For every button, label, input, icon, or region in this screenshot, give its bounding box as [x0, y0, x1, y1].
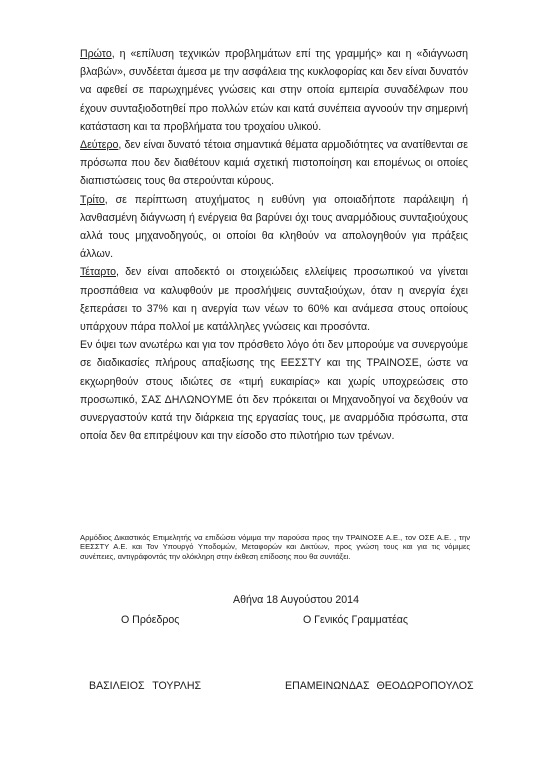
paragraph-text: Εν όψει των ανωτέρω και για τον πρόσθετο λόγο ότι δεν μπορούμε να συνεργούμε σε διαδικασίες πλήρους απαξίωσης της ΕΕΣΣΤΥ και της ΤΡΑΙΝΟΣΕ, ώστε να εκχωρηθούν στους ιδιώτες σε «τιμή ευκαιρίας» και χωρίς υποχρεώσεις στο προσωπικό, ΣΑΣ ΔΗΛΩΝΟΥΜΕ ότι δεν πρόκειται οι Μηχανοδηγοί να δεχθούν να συνεργαστούν κατά την διάρκεια της εργασίας τους, με αναρμόδια πρόσωπα, στα οποία δεν θα επιτρέψουν και την είσοδο στο πιλοτήριο των τρένων. [80, 339, 468, 443]
president-title: Ο Πρόεδρος [121, 614, 180, 626]
paragraph-second [80, 136, 468, 191]
paragraph-text: , σε περίπτωση ατυχήματος η ευθύνη για οποιαδήποτε παράλειψη ή λανθασμένη διάγνωση ή ενέργεια θα βαρύνει όχι τους αναρμόδιους συνταξιούχους αλλά τους μηχανοδηγούς, οι οποίοι θα κληθούν να απολογηθούν για πράξεις άλλων. [80, 193, 468, 261]
paragraph-first [80, 45, 468, 136]
paragraph-lead: Τρίτο [80, 193, 105, 206]
paragraph-third [80, 191, 468, 264]
paragraph-lead: Τέταρτο [80, 266, 116, 279]
paragraph-lead: Πρώτο [80, 48, 112, 60]
document-date: Αθήνα 18 Αυγούστου 2014 [233, 594, 359, 606]
paragraph-text: , δεν είναι αποδεκτό οι στοιχειώδεις ελλείψεις προσωπικού να γίνεται προσπάθεια να καλυφθούν με προσλήψεις συνταξιούχων, όταν η ανεργία έχει ξεπεράσει το 37% και η ανεργία των νέων το 60% και ανάμεσα στους οποίους υπάρχουν πάρα πολλοί με κατάλληλες γνώσεις και προσόντα. [80, 266, 468, 334]
paragraph-text: , η «επίλυση τεχνικών προβλημάτων επί της γραμμής» και η «διάγνωση βλαβών», συνδέεται άμεσα με την ασφάλεια της κυκλοφορίας και δεν είναι δυνατόν να αφεθεί σε παρωχημένες γνώσεις και στην οποία εμπειρία συναδέλφων που έχουν συνταξιοδοτηθεί προ πολλών ετών και κατά συνέπεια αγνοούν την σημερινή κατάσταση και τα προβλήματα του τροχαίου υλικού. [80, 48, 468, 133]
paragraph-conclusion [80, 336, 468, 445]
president-name: ΒΑΣΙΛΕΙΟΣ ΤΟΥΡΛΗΣ [89, 680, 202, 692]
secretary-title: Ο Γενικός Γραμματέας [303, 614, 408, 626]
paragraph-text: , δεν είναι δυνατό τέτοια σημαντικά θέματα αρμοδιότητες να ανατίθενται σε πρόσωπα που δεν διαθέτουν καμιά σχετική πιστοποίηση και επομένως οι οποίες διαπιστώσεις τους θα στερούνται κύρους. [80, 139, 468, 188]
service-note [80, 533, 470, 561]
service-note-text: Αρμόδιος Δικαστικός Επιμελητής να επιδώσει νόμιμα την παρούσα προς την ΤΡΑΙΝΟΣΕ Α.Ε., τον ΟΣΕ Α.Ε. , την ΕΕΣΣΤΥ Α.Ε. και Τον Υπουργό Υποδομών, Μεταφορών και Δικτύων, προς γνώση τους και για τις νόμιμες συνέπειες, αντιγράφοντάς την ολόκληρη στην έκθεση επίδοσης που θα συντάξει. [80, 533, 470, 561]
paragraph-lead: Δεύτερο [80, 139, 119, 152]
paragraph-fourth [80, 263, 468, 336]
secretary-name: ΕΠΑΜΕΙΝΩΝΔΑΣ ΘΕΟΔΩΡΟΠΟΥΛΟΣ [285, 680, 474, 692]
document-body [80, 45, 468, 445]
